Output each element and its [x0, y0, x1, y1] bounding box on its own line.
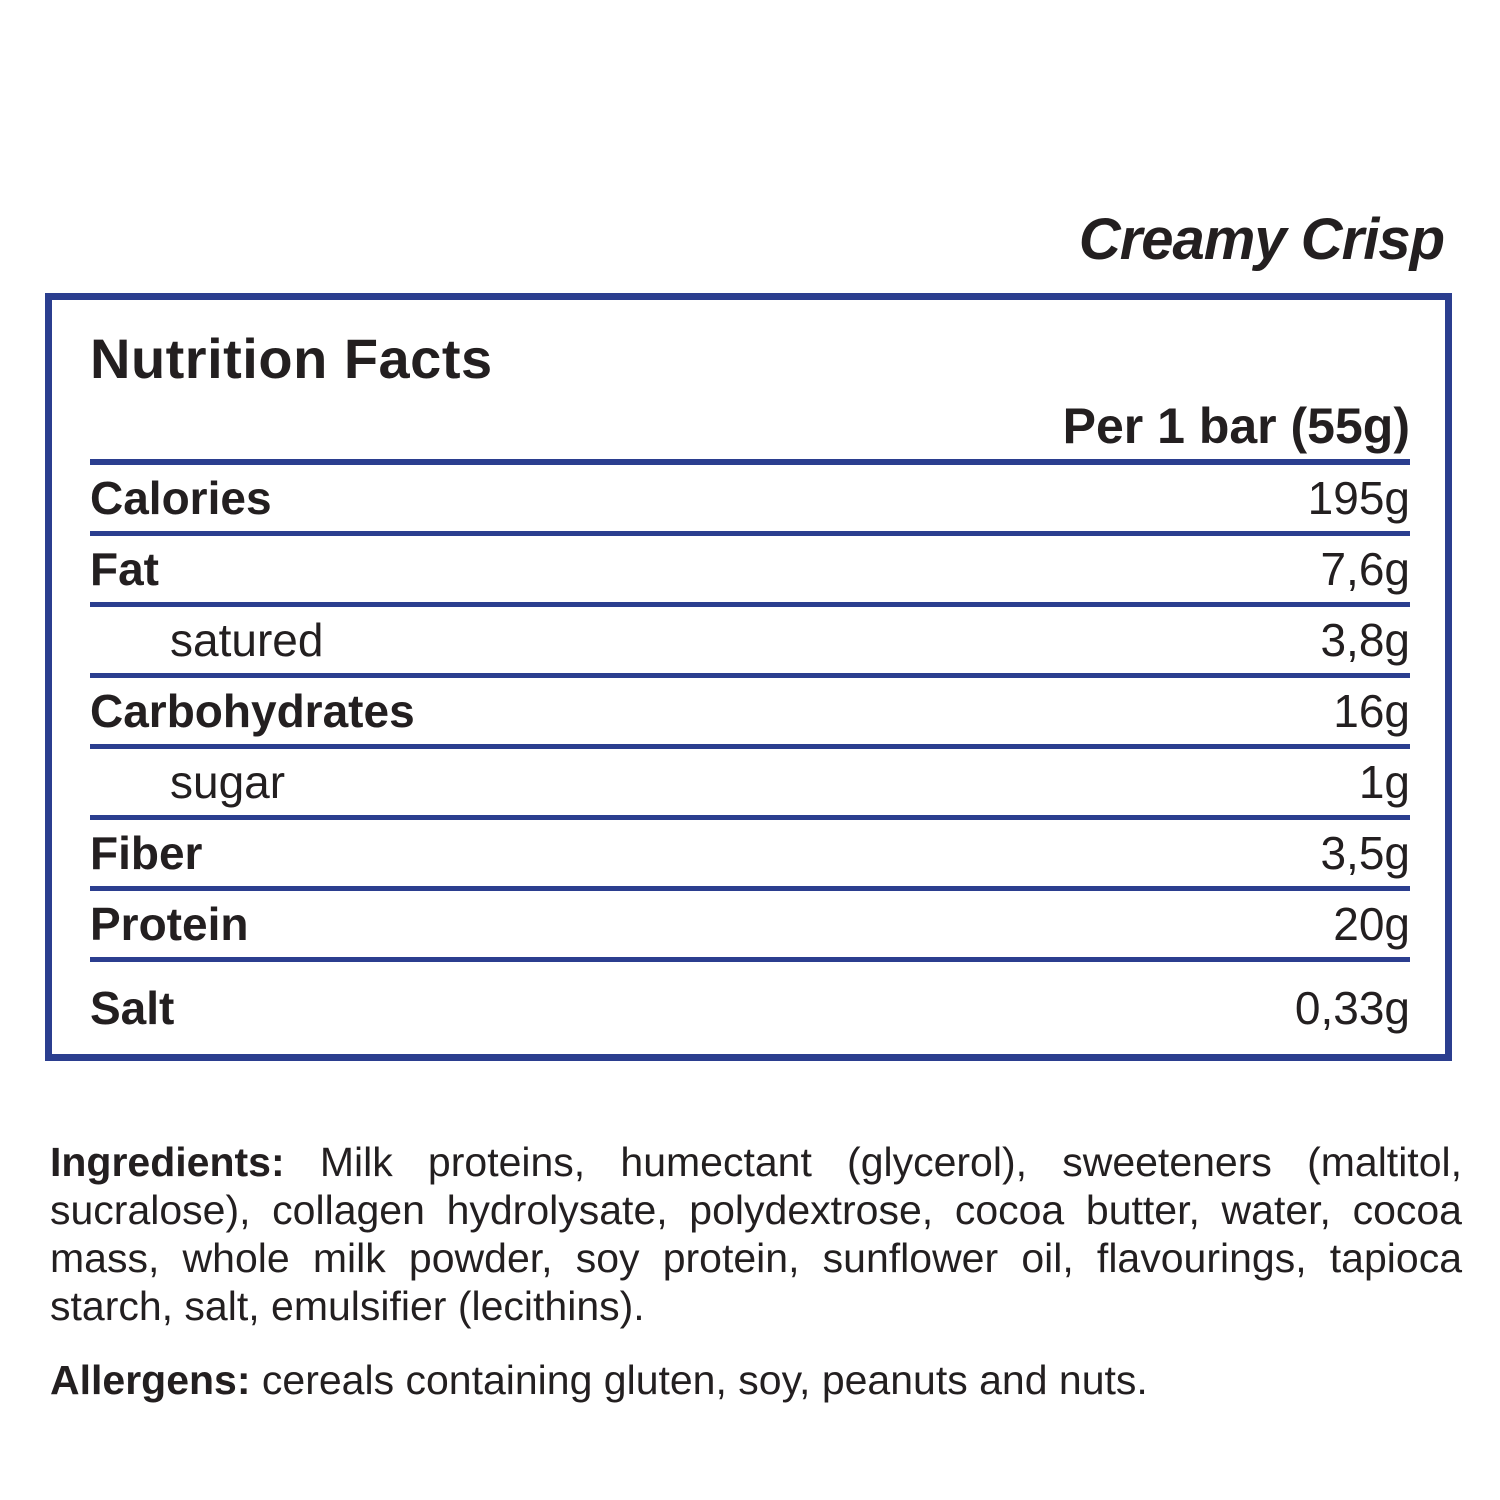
row-value: 20g	[1333, 897, 1410, 950]
product-flavor-title: Creamy Crisp	[1078, 207, 1444, 272]
row-label: Fat	[90, 542, 159, 595]
nutrition-row-salt	[90, 962, 1410, 1054]
ingredients-label: Ingredients:	[50, 1139, 285, 1185]
allergens-label: Allergens:	[50, 1357, 251, 1403]
ingredients-text: Milk proteins, humectant (glycerol), sweeteners (maltitol, sucralose), collagen hydrolysate, polydextrose, cocoa butter, water, cocoa mass, whole milk powder, soy protein, sunflower oil, flavourings, tapioca starch, salt, emulsifier (lecithins).	[50, 1139, 1462, 1329]
allergens-paragraph	[50, 1356, 1462, 1404]
nutrition-row-carbohydrates	[90, 678, 1410, 749]
nutrition-row-protein	[90, 891, 1410, 962]
row-label: Protein	[90, 897, 249, 950]
row-label: sugar	[170, 755, 286, 808]
nutrition-facts-panel	[45, 293, 1452, 1061]
row-value: 195g	[1307, 471, 1410, 524]
serving-size-label: Per 1 bar (55g)	[1062, 397, 1410, 454]
row-label: satured	[170, 613, 324, 666]
row-value: 16g	[1333, 684, 1410, 737]
row-value: 7,6g	[1320, 542, 1410, 595]
nutrition-row-fat	[90, 536, 1410, 607]
nutrition-row-calories	[90, 465, 1410, 536]
nutrition-row-saturated-fat	[90, 607, 1410, 678]
row-value: 1g	[1358, 755, 1410, 808]
row-value: 3,5g	[1320, 826, 1410, 879]
row-value: 0,33g	[1294, 981, 1410, 1034]
footnotes-section	[50, 1138, 1462, 1404]
row-label: Carbohydrates	[90, 684, 415, 737]
row-label: Fiber	[90, 826, 203, 879]
nutrition-facts-heading: Nutrition Facts	[90, 327, 493, 390]
row-value: 3,8g	[1320, 613, 1410, 666]
nutrition-row-sugar	[90, 749, 1410, 820]
row-label: Calories	[90, 471, 272, 524]
row-label: Salt	[90, 981, 175, 1034]
ingredients-paragraph	[50, 1138, 1462, 1330]
allergens-text: cereals containing gluten, soy, peanuts and nuts.	[261, 1357, 1148, 1403]
nutrition-row-fiber	[90, 820, 1410, 891]
